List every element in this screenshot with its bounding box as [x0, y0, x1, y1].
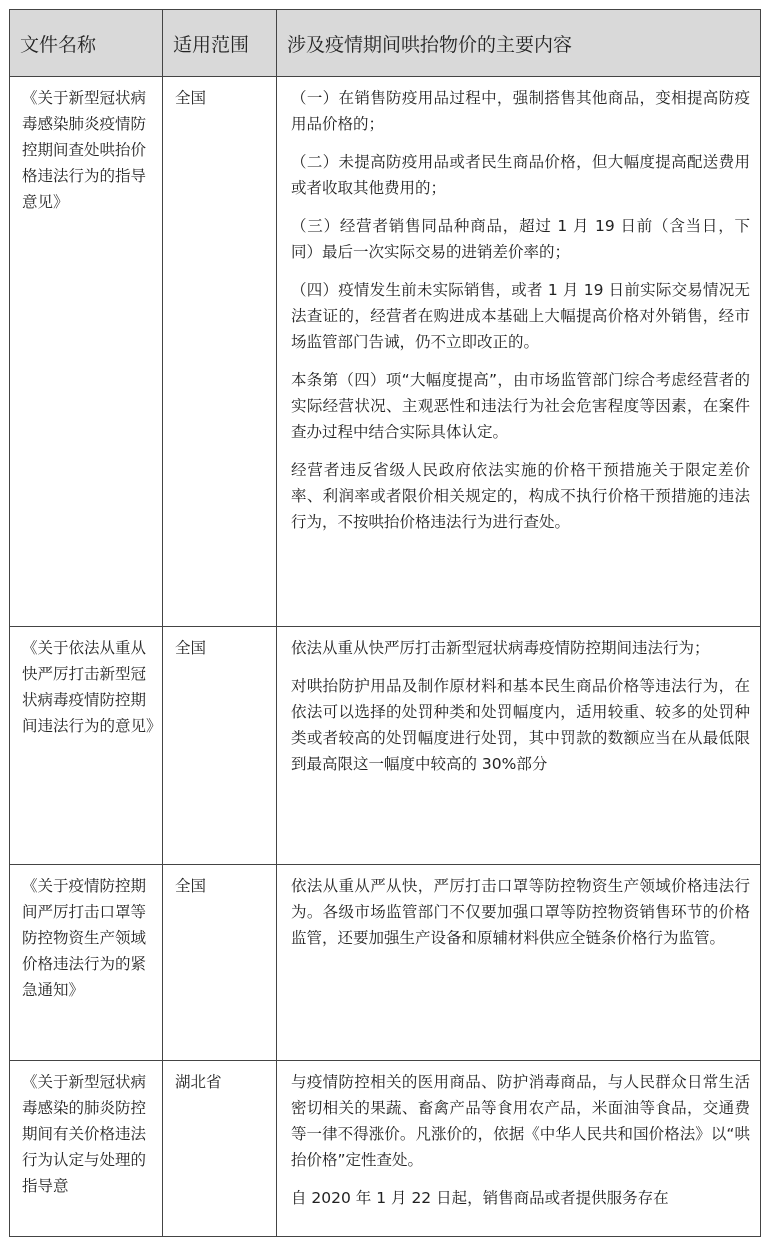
content-paragraph: 依法从重从严从快，严厉打击口罩等防控物资生产领域价格违法行为。各级市场监管部门不仅要加强口罩等防控物资销售环节的价格监管，还要加强生产设备和原辅材料供应全链条价格行为监管。 — [291, 877, 750, 947]
table-row — [10, 77, 761, 627]
table-row — [10, 627, 761, 865]
document-name-cell: 《关于新型冠状病毒感染肺炎疫情防控期间查处哄抬价格违法行为的指导意见》 — [10, 77, 163, 627]
table-row — [10, 1061, 761, 1237]
content-cell — [277, 1061, 761, 1237]
content-paragraph: 经营者违反省级人民政府依法实施的价格干预措施关于限定差价率、利润率或者限价相关规定的，构成不执行价格干预措施的违法行为，不按哄抬价格违法行为进行查处。 — [291, 461, 750, 531]
document-name-cell: 《关于依法从重从快严厉打击新型冠状病毒疫情防控期间违法行为的意见》 — [10, 627, 163, 865]
content-paragraph: （二）未提高防疫用品或者民生商品价格，但大幅度提高配送费用或者收取其他费用的； — [291, 153, 750, 197]
scope-cell: 全国 — [163, 77, 277, 627]
header-main-content: 涉及疫情期间哄抬物价的主要内容 — [277, 10, 761, 77]
document-name-cell: 《关于疫情防控期间严厉打击口罩等防控物资生产领域价格违法行为的紧急通知》 — [10, 865, 163, 1061]
content-paragraph: 与疫情防控相关的医用商品、防护消毒商品，与人民群众日常生活密切相关的果蔬、畜禽产品等食用农产品，米面油等食品，交通费等一律不得涨价。凡涨价的，依据《中华人民共和国价格法》以“哄抬价格”定性查处。 — [291, 1073, 750, 1169]
content-cell — [277, 865, 761, 1061]
content-cell — [277, 77, 761, 627]
document-name-cell: 《关于新型冠状病毒感染的肺炎防控期间有关价格违法行为认定与处理的指导意 — [10, 1061, 163, 1237]
content-paragraph: （四）疫情发生前未实际销售，或者 1 月 19 日前实际交易情况无法查证的，经营者在购进成本基础上大幅提高价格对外销售，经市场监管部门告诫，仍不立即改正的。 — [291, 281, 750, 351]
scope-cell: 全国 — [163, 865, 277, 1061]
table-header-row — [10, 10, 761, 77]
content-paragraph: 对哄抬防护用品及制作原材料和基本民生商品价格等违法行为，在依法可以选择的处罚种类和处罚幅度内，适用较重、较多的处罚种类或者较高的处罚幅度进行处罚，其中罚款的数额应当在从最低限到最高限这一幅度中较高的 30%部分 — [291, 677, 750, 773]
scope-cell: 湖北省 — [163, 1061, 277, 1237]
content-paragraph: 本条第（四）项“大幅度提高”，由市场监管部门综合考虑经营者的实际经营状况、主观恶性和违法行为社会危害程度等因素，在案件查办过程中结合实际具体认定。 — [291, 371, 750, 441]
scope-cell: 全国 — [163, 627, 277, 865]
content-paragraph: 依法从重从快严厉打击新型冠状病毒疫情防控期间违法行为； — [291, 639, 710, 657]
content-paragraph: 自 2020 年 1 月 22 日起，销售商品或者提供服务存在 — [291, 1189, 669, 1207]
content-paragraph: （三）经营者销售同品种商品，超过 1 月 19 日前（含当日，下同）最后一次实际交易的进销差价率的； — [291, 217, 750, 261]
policy-table — [9, 9, 761, 1237]
content-paragraph: （一）在销售防疫用品过程中，强制搭售其他商品，变相提高防疫用品价格的； — [291, 89, 750, 133]
content-cell — [277, 627, 761, 865]
header-document-name: 文件名称 — [10, 10, 163, 77]
header-scope: 适用范围 — [163, 10, 277, 77]
table-row — [10, 865, 761, 1061]
